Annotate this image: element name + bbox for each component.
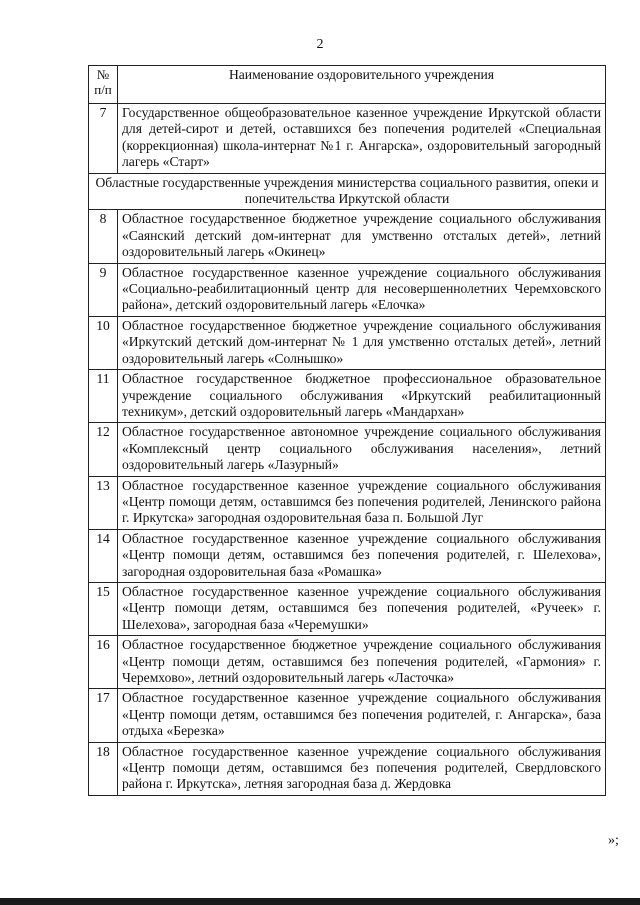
- table-row: [89, 263, 606, 316]
- institution-name: Областное государственное казенное учреждение социального обслуживания «Центр помощи детям, оставшимся без попечения родителей, г. Шелехова», загородная оздоровительная база «Ромашка»: [118, 529, 606, 582]
- institution-name: Областное государственное казенное учреждение социального обслуживания «Центр помощи детям, оставшимся без попечения родителей, «Ручеек» г. Шелехова», загородная база «Черемушки»: [118, 582, 606, 635]
- institution-name: Областное государственное казенное учреждение социального обслуживания «Центр помощи детям, оставшимся без попечения родителей, г. Ангарска», база отдыха «Березка»: [118, 689, 606, 742]
- table-header-row: [89, 66, 606, 104]
- row-number: 9: [89, 263, 118, 316]
- row-number: 14: [89, 529, 118, 582]
- institution-name: Областное государственное казенное учреждение социального обслуживания «Социально-реабилитационный центр для несовершеннолетних Черемховского района», детский оздоровительный лагерь «Елочка»: [118, 263, 606, 316]
- row-number: 17: [89, 689, 118, 742]
- table-body: [89, 104, 606, 796]
- row-number: 13: [89, 476, 118, 529]
- table-row: [89, 742, 606, 795]
- institution-name: Государственное общеобразовательное казенное учреждение Иркутской области для детей-сирот и детей, оставшихся без попечения родителей «Специальная (коррекционная) школа-интернат №1 г. Ангарска», оздоровительный загородный лагерь «Старт»: [118, 104, 606, 174]
- table-row: [89, 423, 606, 476]
- table-row: [89, 689, 606, 742]
- section-header-row: [89, 173, 606, 210]
- row-number: 12: [89, 423, 118, 476]
- closing-mark: »;: [608, 833, 619, 848]
- table-row: [89, 316, 606, 369]
- institution-name: Областное государственное бюджетное учреждение социального обслуживания «Иркутский детский дом-интернат № 1 для умственно отсталых детей», летний оздоровительный лагерь «Солнышко»: [118, 316, 606, 369]
- column-header-title: Наименование оздоровительного учреждения: [118, 66, 606, 104]
- column-header-number: № п/п: [89, 66, 118, 104]
- row-number: 7: [89, 104, 118, 174]
- table-row: [89, 104, 606, 174]
- section-title: Областные государственные учреждения министерства социального развития, опеки и попечительства Иркутской области: [89, 173, 606, 210]
- row-number: 18: [89, 742, 118, 795]
- row-number: 16: [89, 636, 118, 689]
- institution-name: Областное государственное автономное учреждение социального обслуживания «Комплексный центр социального обслуживания населения», летний оздоровительный лагерь «Лазурный»: [118, 423, 606, 476]
- table-row: [89, 370, 606, 423]
- page-number: 2: [316, 37, 324, 52]
- scan-edge: [0, 898, 640, 905]
- institution-name: Областное государственное бюджетное профессиональное образовательное учреждение социального обслуживания «Иркутский реабилитационный техникум», детский оздоровительный лагерь «Мандархан»: [118, 370, 606, 423]
- institution-name: Областное государственное бюджетное учреждение социального обслуживания «Центр помощи детям, оставшимся без попечения родителей, «Гармония» г. Черемхово», летний оздоровительный лагерь «Ласточка»: [118, 636, 606, 689]
- row-number: 10: [89, 316, 118, 369]
- row-number: 8: [89, 210, 118, 263]
- institutions-table: [88, 65, 606, 796]
- table-row: [89, 636, 606, 689]
- row-number: 15: [89, 582, 118, 635]
- row-number: 11: [89, 370, 118, 423]
- institution-name: Областное государственное бюджетное учреждение социального обслуживания «Саянский детский дом-интернат для умственно отсталых детей», летний оздоровительный лагерь «Окинец»: [118, 210, 606, 263]
- institution-name: Областное государственное казенное учреждение социального обслуживания «Центр помощи детям, оставшимся без попечения родителей, Ленинского района г. Иркутска» загородная оздоровительная база п. Большой Луг: [118, 476, 606, 529]
- institution-name: Областное государственное казенное учреждение социального обслуживания «Центр помощи детям, оставшимся без попечения родителей, Свердловского района г. Иркутска», летняя загородная база д. Жердовка: [118, 742, 606, 795]
- table-row: [89, 476, 606, 529]
- table-row: [89, 529, 606, 582]
- table-row: [89, 210, 606, 263]
- table-row: [89, 582, 606, 635]
